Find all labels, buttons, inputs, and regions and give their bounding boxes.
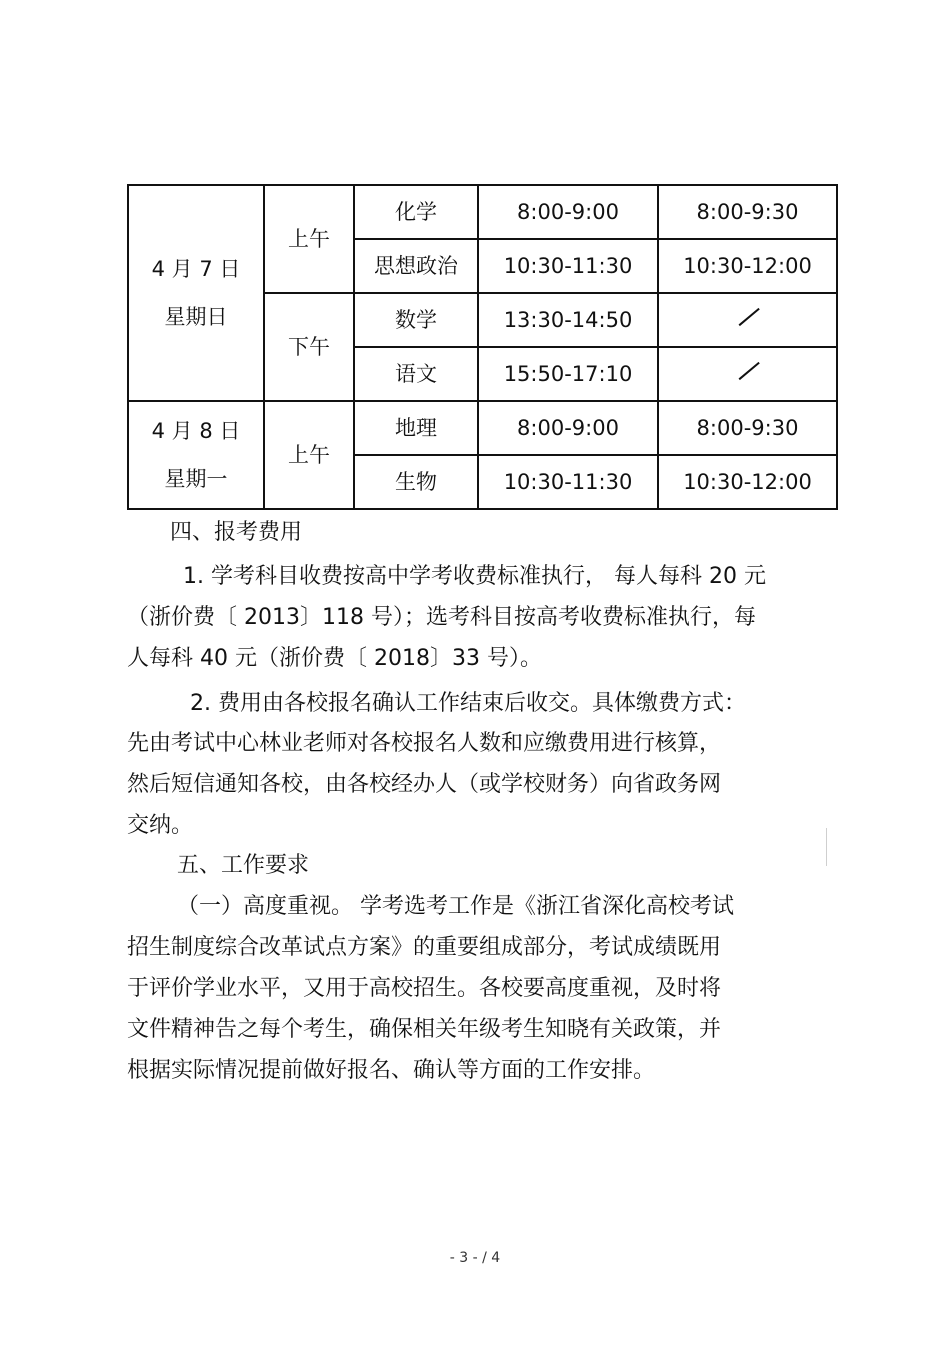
section-heading-fees: 四、报考费用 [170,520,303,545]
subject-cell: 思想政治 [354,239,478,293]
date-label: 4 月 7 日 [151,257,241,281]
time-cell: 10:30-11:30 [478,239,658,293]
session-cell: 下午 [264,293,354,401]
subject-cell: 地理 [354,401,478,455]
session-cell: 上午 [264,185,354,293]
paragraph-line: （一）高度重视。 学考选考工作是《浙江省深化高校考试 [177,894,734,919]
paragraph-line: 2. 费用由各校报名确认工作结束后收交。具体缴费方式： [190,691,746,716]
paragraph-line: 根据实际情况提前做好报名、确认等方面的工作安排。 [127,1058,656,1083]
subject-cell: 数学 [354,293,478,347]
exam-schedule-table [127,184,838,510]
table-row [128,401,837,455]
time-cell [658,347,837,401]
subject-cell: 生物 [354,455,478,509]
session-cell: 上午 [264,401,354,509]
page-number: - 3 - / 4 [449,1250,501,1266]
subject-cell: 语文 [354,347,478,401]
paragraph-line: 先由考试中心林业老师对各校报名人数和应缴费用进行核算， [127,731,722,756]
date-label: 4 月 8 日 [151,419,241,443]
not-applicable-slash [738,307,758,327]
time-cell: 8:00-9:30 [658,185,837,239]
time-cell: 10:30-12:00 [658,239,837,293]
paragraph-line: 人每科 40 元（浙价费〔 2018〕33 号）。 [127,646,542,671]
paragraph-line: 1. 学考科目收费按高中学考收费标准执行， 每人每科 20 元 [183,564,766,589]
paragraph-line: 然后短信通知各校，由各校经办人（或学校财务）向省政务网 [127,772,722,797]
paragraph-line: 交纳。 [127,813,194,838]
time-cell [658,293,837,347]
date-cell-day1 [128,185,264,401]
not-applicable-slash [738,361,758,381]
paragraph-line: 文件精神告之每个考生，确保相关年级考生知晓有关政策，并 [127,1017,722,1042]
time-cell: 10:30-11:30 [478,455,658,509]
table-row [128,185,837,239]
time-cell: 15:50-17:10 [478,347,658,401]
paragraph-line: （浙价费〔 2013〕118 号）；选考科目按高考收费标准执行，每 [127,605,756,630]
time-cell: 8:00-9:30 [658,401,837,455]
subject-cell: 化学 [354,185,478,239]
time-cell: 13:30-14:50 [478,293,658,347]
paragraph-line: 招生制度综合改革试点方案》的重要组成部分，考试成绩既用 [127,935,722,960]
time-cell: 8:00-9:00 [478,185,658,239]
weekday-label: 星期日 [164,305,228,329]
time-cell: 10:30-12:00 [658,455,837,509]
time-cell: 8:00-9:00 [478,401,658,455]
margin-mark [826,828,827,866]
paragraph-line: 于评价学业水平，又用于高校招生。各校要高度重视，及时将 [127,976,722,1001]
weekday-label: 星期一 [164,467,228,491]
date-cell-day2 [128,401,264,509]
section-heading-requirements: 五、工作要求 [177,853,310,878]
